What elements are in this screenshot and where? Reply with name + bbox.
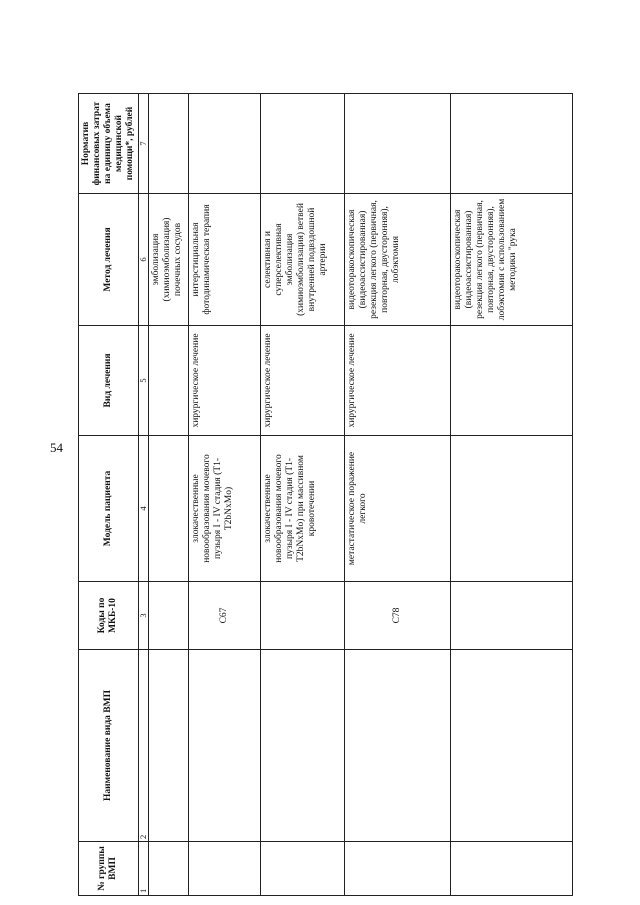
cell-group — [451, 842, 573, 896]
col-num-3: 3 — [138, 582, 149, 650]
cell-norm — [451, 94, 573, 194]
cell-group — [189, 842, 261, 896]
cell-norm — [261, 94, 345, 194]
column-number-row — [138, 94, 149, 896]
header-kind: Вид лечения — [79, 326, 139, 436]
page-number: 54 — [50, 440, 63, 455]
table-row — [149, 94, 189, 896]
cell-group — [261, 842, 345, 896]
rotated-table-wrapper — [78, 94, 564, 896]
col-num-4: 4 — [138, 436, 149, 582]
header-row — [79, 94, 139, 896]
cell-kind — [451, 326, 573, 436]
table-row — [451, 94, 573, 896]
cell-code — [451, 582, 573, 650]
cell-name — [261, 650, 345, 842]
col-num-6: 6 — [138, 194, 149, 326]
cell-code — [149, 582, 189, 650]
cell-kind — [149, 326, 189, 436]
cell-model — [149, 436, 189, 582]
cell-code: C78 — [345, 582, 451, 650]
header-model: Модель пациента — [79, 436, 139, 582]
header-name: Наименование вида ВМП — [79, 650, 139, 842]
cell-model: метастатическое поражение легкого — [345, 436, 451, 582]
cell-kind: хирургическое лечение — [345, 326, 451, 436]
vmp-table — [78, 93, 573, 896]
cell-method: видеоторакоскопическая (видеоассистированная) резекция легкого (первичная, повторная, двусторонняя), лобэктомия — [345, 194, 451, 326]
header-method: Метод лечения — [79, 194, 139, 326]
cell-method: эмболизация (химиоэмболизация) почечных сосудов — [149, 194, 189, 326]
cell-norm — [149, 94, 189, 194]
cell-name — [451, 650, 573, 842]
cell-model: злокачественные новообразования мочевого пузыря I - IV стадия (T1-T2bNxMo) — [189, 436, 261, 582]
cell-method: видеоторакоскопическая (видеоассистированная) резекция легкого (первичная, повторная, двусторонняя), лобэктомия с использованием методики "рука — [451, 194, 573, 326]
header-group: № группы ВМП — [79, 842, 139, 896]
cell-kind: хирургическое лечение — [189, 326, 261, 436]
col-num-2: 2 — [138, 650, 149, 842]
cell-group — [149, 842, 189, 896]
header-codes: Коды по МКБ-10 — [79, 582, 139, 650]
table-row — [261, 94, 345, 896]
col-num-7: 7 — [138, 94, 149, 194]
header-norm: Норматив финансовых затрат на единицу объема медицинской помощи*, рублей — [79, 94, 139, 194]
col-num-1: 1 — [138, 842, 149, 896]
cell-model: злокачественные новообразования мочевого пузыря I - IV стадия (T1-T2bNxMo) при массивном кровотечении — [261, 436, 345, 582]
cell-method: интерстициальная фотодинамическая терапия — [189, 194, 261, 326]
table-row — [345, 94, 451, 896]
cell-method: селективная и суперселективная эмболизация (химиоэмболизация) ветвей внутренней подвздошной артерии — [261, 194, 345, 326]
cell-model — [451, 436, 573, 582]
cell-code: C67 — [189, 582, 261, 650]
cell-name — [189, 650, 261, 842]
table-row — [189, 94, 261, 896]
cell-kind: хирургическое лечение — [261, 326, 345, 436]
cell-group — [345, 842, 451, 896]
cell-code — [261, 582, 345, 650]
cell-name — [345, 650, 451, 842]
cell-norm — [345, 94, 451, 194]
col-num-5: 5 — [138, 326, 149, 436]
cell-name — [149, 650, 189, 842]
cell-norm — [189, 94, 261, 194]
